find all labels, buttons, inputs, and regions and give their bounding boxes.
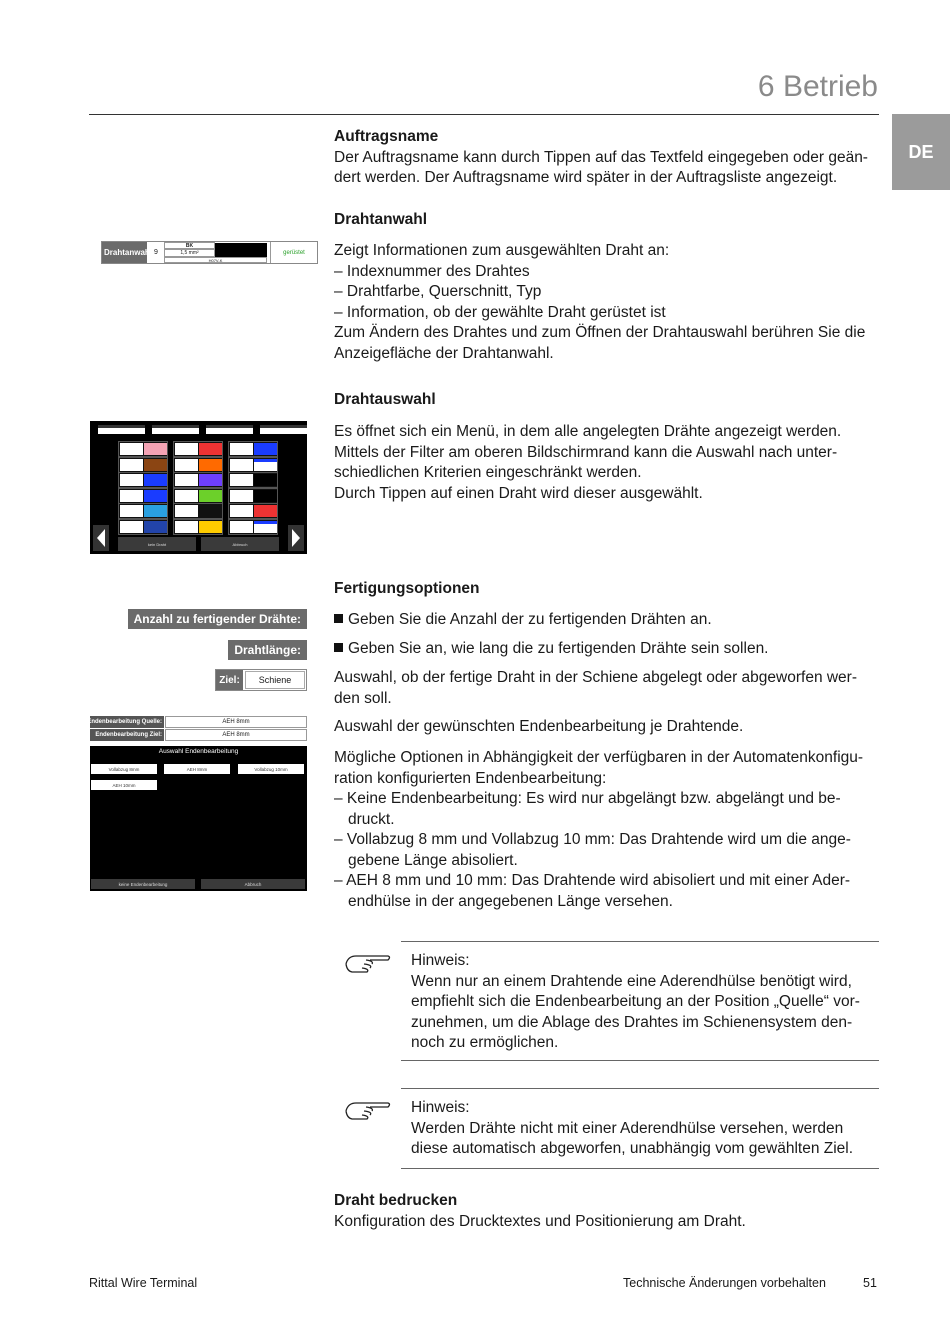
hinweis-1 (411, 951, 879, 1054)
section-heading: Draht bedrucken (334, 1192, 458, 1209)
body-line: Zeigt Informationen zum ausgewählten Draht an: (334, 242, 670, 259)
list-item: – AEH 8 mm und 10 mm: Das Drahtende wird abisoliert und mit einer Ader- endhülse in der angegebenen Länge versehen. (334, 872, 851, 910)
auswahl-endenbearbeitung-screenshot (90, 746, 307, 891)
drahtanwahl-widget[interactable] (101, 241, 318, 264)
ziel-end-value[interactable]: AEH 8mm (165, 729, 307, 741)
wire-tile (118, 503, 168, 519)
wire-tile (118, 519, 168, 535)
endenbearbeitung-ziel[interactable] (90, 729, 307, 741)
cancel-button: Abbruch (201, 537, 279, 551)
wire-cross-section: 1,5 mm² (164, 249, 215, 257)
wire-tile (173, 441, 223, 457)
wire-color-code: BK (164, 242, 215, 249)
note-rule-top (401, 941, 879, 942)
no-wire-button: kein Draht (118, 537, 196, 551)
body-line: Auswahl, ob der fertige Draht in der Schiene abgelegt oder abgeworfen wer- (334, 669, 858, 686)
body-line: ration konfigurierten Endenbearbeitung: (334, 769, 607, 787)
body-line: Anzeigefläche der Drahtanwahl. (334, 344, 554, 362)
chapter-title: 6 Betrieb (757, 70, 878, 103)
list-item: – Drahtfarbe, Querschnitt, Typ (334, 283, 542, 300)
ziel-end-label: Endenbearbeitung Ziel: (90, 729, 164, 741)
bullet-text: Geben Sie an, wie lang die zu fertigenden Drähte sein sollen. (348, 640, 769, 657)
wire-color-swatch (215, 243, 267, 257)
no-end-processing-button: keine Endenbearbeitung (91, 879, 195, 889)
section-drahtanwahl-heading (334, 210, 879, 231)
wire-tile (173, 519, 223, 535)
anzahl-label[interactable]: Anzahl zu fertigender Drähte: (128, 609, 307, 629)
note-title: Hinweis: (411, 1099, 470, 1116)
ziel-field[interactable] (215, 669, 307, 691)
header-rule (89, 114, 879, 115)
option-vollabzug-8: Vollabzug 8mm (91, 764, 157, 774)
drahtauswahl-screenshot (90, 421, 307, 554)
note-rule-bottom (401, 1168, 879, 1169)
section-bedrucken (334, 1191, 879, 1232)
cancel-button: Abbruch (201, 879, 305, 889)
language-tab: DE (892, 114, 950, 190)
footer-left: Rittal Wire Terminal (89, 1276, 198, 1290)
option-aeh-10: AEH 10mm (91, 780, 157, 790)
bullet-square-icon (334, 614, 343, 623)
optionen-text (334, 748, 879, 912)
wire-tile (118, 457, 168, 473)
ziel-label: Ziel: (216, 670, 243, 690)
wire-tile (228, 488, 278, 504)
body-line: Auswahl der gewünschten Endenbearbeitung je Drahtende. (334, 718, 744, 735)
wire-tile (228, 457, 278, 473)
footer-center: Technische Änderungen vorbehalten (623, 1276, 826, 1290)
wire-index: 9 (154, 249, 158, 256)
section-heading: Fertigungsoptionen (334, 580, 480, 597)
next-page-icon (288, 525, 304, 551)
wire-tile (228, 472, 278, 488)
wire-tile (118, 488, 168, 504)
body-line: Konfiguration des Drucktextes und Positionierung am Draht. (334, 1212, 746, 1230)
endenbearbeitung-quelle[interactable] (87, 716, 307, 728)
section-auftragsname (334, 127, 879, 189)
section-heading: Drahtauswahl (334, 391, 436, 408)
section-heading: Drahtanwahl (334, 211, 428, 228)
wire-tile (228, 519, 278, 535)
note-rule-top (401, 1088, 879, 1089)
option-aeh-8: AEH 8mm (164, 764, 230, 774)
quelle-label: Endenbearbeitung Quelle: (90, 716, 164, 728)
section-drahtanwahl (334, 241, 879, 364)
prev-page-icon (93, 525, 109, 551)
list-item: – Information, ob der gewählte Draht gerüstet ist (334, 303, 666, 321)
note-title: Hinweis: (411, 952, 470, 969)
body-line: dert werden. Der Auftragsname wird später in der Auftragsliste angezeigt. (334, 169, 838, 186)
note-line: empfiehlt sich die Endenbearbeitung an der Position „Quelle“ vor- (411, 993, 860, 1010)
option-vollabzug-10: Vollabzug 10mm (238, 764, 304, 774)
bullet-laenge (334, 639, 879, 660)
note-line: Werden Drähte nicht mit einer Aderendhülse versehen, werden (411, 1119, 844, 1137)
note-line: Wenn nur an einem Drahtende eine Aderendhülse benötigt wird, (411, 972, 852, 990)
body-line: Der Auftragsname kann durch Tippen auf das Textfeld eingegeben oder geän- (334, 148, 868, 166)
note-rule-bottom (401, 1060, 879, 1061)
section-drahtauswahl-body (334, 422, 879, 504)
list-item: – Keine Endenbearbeitung: Es wird nur abgelängt bzw. abgelängt und be- druckt. (334, 790, 841, 828)
drahtanwahl-label: Drahtanwahl: (102, 242, 147, 263)
section-drahtauswahl (334, 390, 879, 411)
body-line: schiedlichen Kriterien eingeschränkt werden. (334, 464, 642, 481)
pointing-hand-icon (344, 950, 394, 976)
section-heading: Auftragsname (334, 128, 439, 145)
note-line: zunehmen, um die Ablage des Drahtes im Schienensystem den- (411, 1013, 853, 1031)
body-line: Zum Ändern des Drahtes und zum Öffnen der Drahtauswahl berühren Sie die (334, 324, 866, 341)
filter-field (206, 425, 253, 434)
auswahl-title: Auswahl Endenbearbeitung (158, 748, 239, 755)
body-line: den soll. (334, 689, 392, 707)
wire-tile (228, 441, 278, 457)
wire-tile (118, 441, 168, 457)
wire-status: gerüstet (270, 242, 317, 263)
filter-field (260, 425, 307, 434)
filter-field (152, 425, 199, 434)
wire-tile (228, 503, 278, 519)
page-number: 51 (863, 1276, 877, 1290)
ziel-value[interactable]: Schiene (245, 671, 305, 689)
bullet-anzahl (334, 610, 879, 631)
wire-tile (173, 503, 223, 519)
note-line: diese automatisch abgeworfen, unabhängig vom gewählten Ziel. (411, 1140, 854, 1157)
body-line: Mittels der Filter am oberen Bildschirmrand kann die Auswahl nach unter- (334, 443, 838, 461)
bullet-square-icon (334, 643, 343, 652)
body-line: Es öffnet sich ein Menü, in dem alle angelegten Drähte angezeigt werden. (334, 423, 842, 440)
list-item: – Vollabzug 8 mm und Vollabzug 10 mm: Das Drahtende wird um die ange- gebene Länge abisoliert. (334, 831, 851, 869)
quelle-value[interactable]: AEH 8mm (165, 716, 307, 728)
body-line: Durch Tippen auf einen Draht wird dieser ausgewählt. (334, 484, 703, 502)
pointing-hand-icon (344, 1097, 394, 1123)
bullet-text: Geben Sie die Anzahl der zu fertigenden Drähten an. (348, 611, 712, 628)
wire-tile (118, 472, 168, 488)
note-line: noch zu ermöglichen. (411, 1034, 559, 1051)
endenbearbeitung-text (334, 717, 879, 738)
wire-tile (173, 472, 223, 488)
list-item: – Indexnummer des Drahtes (334, 262, 530, 280)
hinweis-2 (411, 1098, 879, 1160)
section-fertigung (334, 579, 879, 600)
wire-type: H07V-K (164, 257, 267, 263)
filter-field (98, 425, 145, 434)
body-line: Mögliche Optionen in Abhängigkeit der verfügbaren in der Automatenkonfigu- (334, 749, 864, 766)
laenge-label[interactable]: Drahtlänge: (228, 640, 307, 660)
wire-tile (173, 457, 223, 473)
ziel-text (334, 668, 879, 709)
wire-tile (173, 488, 223, 504)
